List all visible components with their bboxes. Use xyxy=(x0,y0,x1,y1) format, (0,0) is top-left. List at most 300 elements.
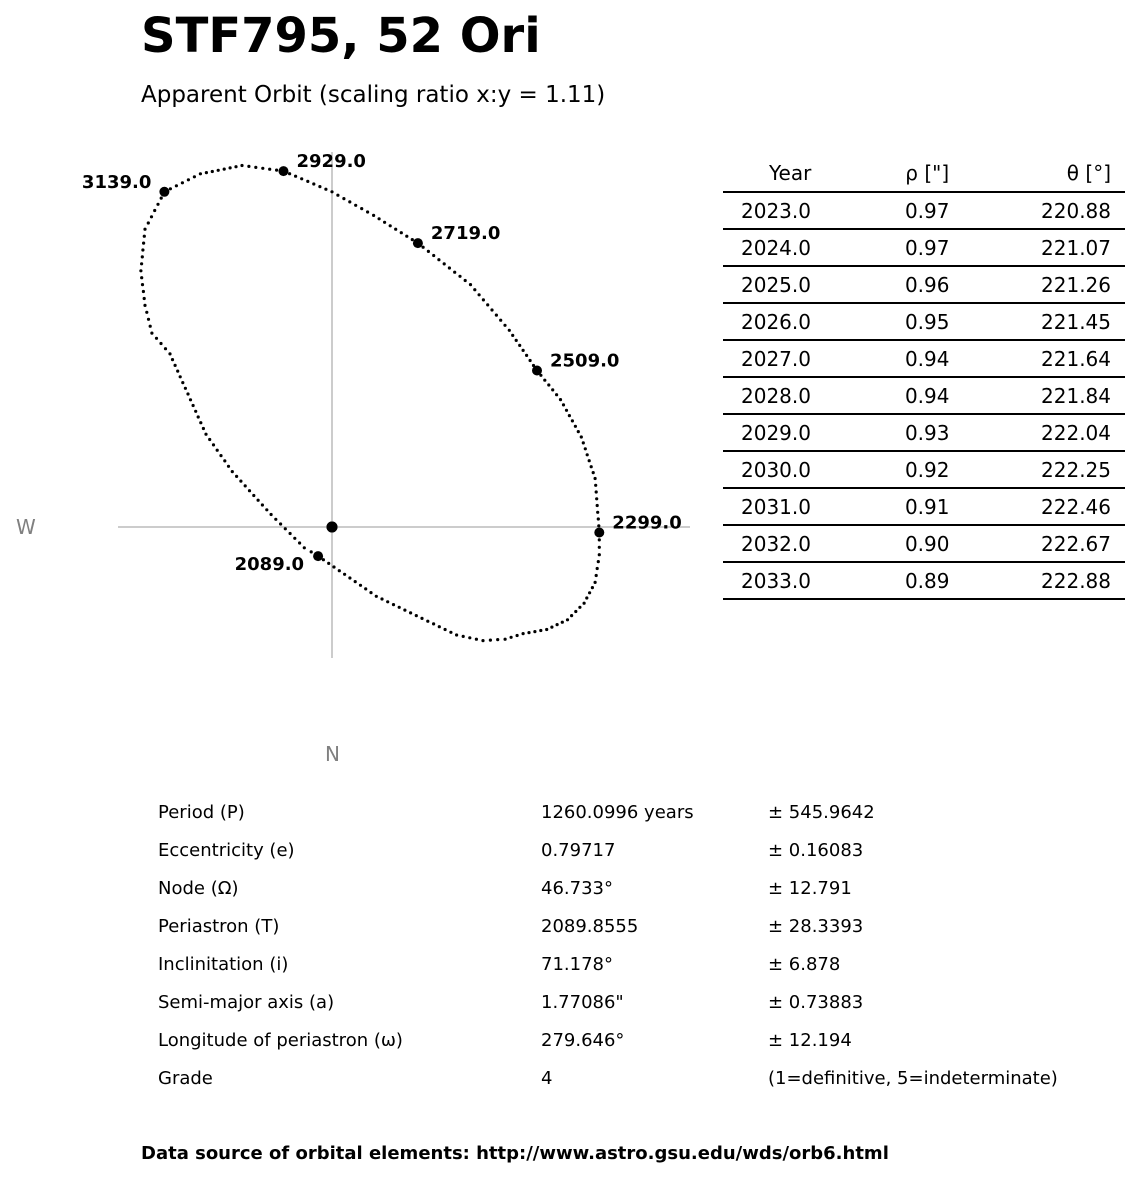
orbit-dot xyxy=(261,503,264,506)
orbit-dot xyxy=(522,349,525,352)
orbit-dot xyxy=(455,633,458,636)
orbit-dot xyxy=(437,258,440,261)
orbit-dot xyxy=(219,454,222,457)
table-row xyxy=(723,525,1125,562)
orbit-dot xyxy=(411,238,414,241)
orbit-dot xyxy=(533,630,536,633)
element-value: 2089.8555 xyxy=(541,915,639,937)
orbit-dot xyxy=(574,425,577,428)
orbit-dot xyxy=(189,398,192,401)
orbit-dot xyxy=(171,358,174,361)
orbit-dot xyxy=(598,546,601,549)
orbit-dot xyxy=(179,375,182,378)
orbit-dot xyxy=(448,266,451,269)
element-value: 279.646° xyxy=(541,1029,625,1051)
orbit-dot xyxy=(462,635,465,638)
orbit-dot xyxy=(426,620,429,623)
orbit-dot xyxy=(143,304,146,307)
orbit-dot xyxy=(598,538,601,541)
orbit-dot xyxy=(330,190,333,193)
element-error: ± 12.194 xyxy=(768,1029,852,1051)
orbit-dot xyxy=(300,177,303,180)
orbit-dot xyxy=(583,602,586,605)
year-cell: 2029.0 xyxy=(723,414,874,451)
orbit-dot xyxy=(247,165,250,168)
theta-cell: 222.25 xyxy=(981,451,1125,488)
table-row xyxy=(723,414,1125,451)
orbit-dot xyxy=(294,175,297,178)
orbit-dot xyxy=(268,168,271,171)
orbit-dot xyxy=(578,606,581,609)
orbit-dot xyxy=(147,318,150,321)
orbit-dot xyxy=(449,631,452,634)
orbit-dot xyxy=(499,319,502,322)
orbit-dot xyxy=(360,207,363,210)
orbit-dot xyxy=(582,441,585,444)
orbit-dot xyxy=(235,475,238,478)
orbit-dot xyxy=(481,639,484,642)
orbit-dot xyxy=(324,188,327,191)
orbit-dot xyxy=(594,484,597,487)
orbit-dot xyxy=(596,504,599,507)
orbit-dot xyxy=(342,197,345,200)
table-row xyxy=(723,192,1125,229)
table-row xyxy=(723,488,1125,525)
orbit-dot xyxy=(150,332,153,335)
orbit-dot xyxy=(354,204,357,207)
orbit-dot xyxy=(478,293,481,296)
orbit-dot xyxy=(595,497,598,500)
orbit-dot xyxy=(202,427,205,430)
orbit-dot xyxy=(444,628,447,631)
ephemeris-header-row xyxy=(723,155,1125,192)
orbit-dot xyxy=(208,438,211,441)
orbit-dot xyxy=(312,182,315,185)
rho-header: ρ ["] xyxy=(874,155,981,192)
orbit-dot xyxy=(181,181,184,184)
orbit-dot xyxy=(153,209,156,212)
element-key: Longitude of periastron (ω) xyxy=(158,1029,403,1051)
orbit-dot xyxy=(354,580,357,583)
orbit-dot xyxy=(192,404,195,407)
epoch-label: 2089.0 xyxy=(234,554,305,576)
orbit-dot xyxy=(403,609,406,612)
rho-cell: 0.93 xyxy=(874,414,981,451)
orbit-dot xyxy=(310,550,313,553)
orbit-dot xyxy=(518,344,521,347)
orbit-dot xyxy=(566,618,569,621)
element-key: Inclinitation (i) xyxy=(158,953,289,975)
element-value: 71.178° xyxy=(541,953,613,975)
year-cell: 2033.0 xyxy=(723,562,874,599)
orbit-dot xyxy=(240,164,243,167)
epoch-point xyxy=(413,238,423,248)
element-row xyxy=(150,869,1066,907)
theta-cell: 220.88 xyxy=(981,192,1125,229)
epoch-point xyxy=(532,366,542,376)
orbit-dot xyxy=(159,342,162,345)
orbit-dot xyxy=(338,569,341,572)
orbit-dot xyxy=(348,576,351,579)
orbit-dot xyxy=(586,453,589,456)
element-row xyxy=(150,983,1066,1021)
epoch-point xyxy=(594,528,604,538)
epoch-point xyxy=(279,166,289,176)
orbit-dot xyxy=(184,387,187,390)
year-cell: 2028.0 xyxy=(723,377,874,414)
epoch-label: 2299.0 xyxy=(612,512,682,534)
year-cell: 2032.0 xyxy=(723,525,874,562)
orbit-dot xyxy=(510,636,513,639)
rho-cell: 0.97 xyxy=(874,192,981,229)
element-value: 46.733° xyxy=(541,877,613,899)
orbit-dot xyxy=(217,169,220,172)
orbit-dot xyxy=(409,611,412,614)
rho-cell: 0.89 xyxy=(874,562,981,599)
orbit-dot xyxy=(522,632,525,635)
orbit-dot xyxy=(475,638,478,641)
theta-cell: 222.67 xyxy=(981,525,1125,562)
orbit-dot xyxy=(327,562,330,565)
epoch-label: 3139.0 xyxy=(81,171,152,193)
orbit-dot xyxy=(289,532,292,535)
element-error: ± 545.9642 xyxy=(768,801,875,823)
orbit-dot xyxy=(318,185,321,188)
orbit-dot xyxy=(204,433,207,436)
orbit-dot xyxy=(254,166,257,169)
orbit-dot xyxy=(140,276,143,279)
orbit-dot xyxy=(199,172,202,175)
orbit-dot xyxy=(141,255,144,258)
rho-cell: 0.92 xyxy=(874,451,981,488)
orbit-dot xyxy=(175,184,178,187)
orbit-dot xyxy=(504,638,507,641)
rho-cell: 0.90 xyxy=(874,525,981,562)
orbit-dot xyxy=(545,628,548,631)
data-source-note: Data source of orbital elements: http://www.astro.gsu.edu/wds/orb6.html xyxy=(141,1143,889,1164)
theta-cell: 221.07 xyxy=(981,229,1125,266)
orbit-dot xyxy=(422,246,425,249)
theta-cell: 221.84 xyxy=(981,377,1125,414)
orbit-dot xyxy=(274,518,277,521)
orbit-dot xyxy=(378,217,381,220)
theta-cell: 222.04 xyxy=(981,414,1125,451)
orbit-dot xyxy=(577,430,580,433)
orbit-dot xyxy=(155,337,158,340)
orbit-dot xyxy=(571,419,574,422)
orbit-dot xyxy=(568,414,571,417)
element-row xyxy=(150,1059,1066,1097)
orbit-dot xyxy=(227,465,230,468)
element-error: ± 6.878 xyxy=(768,953,841,975)
theta-cell: 222.88 xyxy=(981,562,1125,599)
element-key: Node (Ω) xyxy=(158,877,239,899)
element-row xyxy=(150,945,1066,983)
orbit-dot xyxy=(332,565,335,568)
table-row xyxy=(723,451,1125,488)
orbit-dot xyxy=(547,383,550,386)
orbit-dot xyxy=(543,379,546,382)
epoch-point xyxy=(313,551,323,561)
element-value: 1.77086" xyxy=(541,991,624,1013)
orbit-dot xyxy=(143,235,146,238)
orbit-dot xyxy=(469,283,472,286)
orbit-dot xyxy=(559,398,562,401)
element-row xyxy=(150,907,1066,945)
orbit-dot xyxy=(525,354,528,357)
orbit-dot xyxy=(464,279,467,282)
orbit-dot xyxy=(595,490,598,493)
orbit-dot xyxy=(143,228,146,231)
orbit-dot xyxy=(147,221,150,224)
orbit-dot xyxy=(561,621,564,624)
orbit-dot xyxy=(234,165,237,168)
orbit-dot xyxy=(288,172,291,175)
rho-cell: 0.95 xyxy=(874,303,981,340)
table-row xyxy=(723,377,1125,414)
orbit-dot xyxy=(244,484,247,487)
orbit-dot xyxy=(181,381,184,384)
orbit-dot xyxy=(143,297,146,300)
west-label: W xyxy=(16,515,36,539)
orbit-dot xyxy=(516,634,519,637)
orbit-dot xyxy=(140,262,143,265)
orbit-dot xyxy=(415,614,418,617)
page-title: STF795, 52 Ori xyxy=(141,8,541,64)
orbit-dot xyxy=(511,334,514,337)
element-key: Grade xyxy=(158,1067,213,1089)
element-error: ± 0.73883 xyxy=(768,991,864,1013)
orbit-dot xyxy=(539,629,542,632)
orbit-dot xyxy=(438,625,441,628)
element-key: Semi-major axis (a) xyxy=(158,991,335,1013)
orbit-dot xyxy=(550,626,553,629)
orbit-dot xyxy=(150,215,153,218)
orbit-dot xyxy=(588,591,591,594)
orbit-dot xyxy=(432,622,435,625)
orbit-dot xyxy=(261,167,264,170)
orbit-dot xyxy=(229,166,232,169)
orbit-dot xyxy=(375,595,378,598)
table-row xyxy=(723,303,1125,340)
year-cell: 2030.0 xyxy=(723,451,874,488)
orbit-dot xyxy=(468,636,471,639)
epoch-label: 2719.0 xyxy=(430,223,501,245)
orbit-dot xyxy=(386,600,389,603)
element-key: Period (P) xyxy=(158,801,245,823)
table-row xyxy=(723,562,1125,599)
rho-cell: 0.96 xyxy=(874,266,981,303)
orbit-dot xyxy=(364,587,367,590)
orbit-dot xyxy=(394,228,397,231)
orbit-dot xyxy=(482,298,485,301)
orbit-dot xyxy=(584,447,587,450)
orbit-dot xyxy=(515,339,518,342)
orbit-dot xyxy=(197,415,200,418)
epoch-point xyxy=(159,187,169,197)
element-error: ± 0.16083 xyxy=(768,839,864,861)
orbit-dot xyxy=(570,614,573,617)
orbit-dot xyxy=(496,638,499,641)
orbit-dot xyxy=(187,178,190,181)
orbit-dot xyxy=(595,574,598,577)
element-value: 4 xyxy=(541,1067,553,1089)
orbit-chart xyxy=(0,140,700,680)
orbit-dot xyxy=(551,388,554,391)
orbit-dot xyxy=(495,314,498,317)
orbit-dot xyxy=(490,308,493,311)
orbit-dot xyxy=(298,541,301,544)
ephemeris-table xyxy=(723,155,1125,600)
orbit-dot xyxy=(585,596,588,599)
orbit-dot xyxy=(366,210,369,213)
year-cell: 2025.0 xyxy=(723,266,874,303)
rho-cell: 0.94 xyxy=(874,340,981,377)
orbit-dot xyxy=(239,480,242,483)
orbit-dot xyxy=(598,553,601,556)
element-row xyxy=(150,1021,1066,1059)
orbit-dot xyxy=(336,194,339,197)
orbit-dot xyxy=(594,581,597,584)
orbit-dot xyxy=(194,410,197,413)
orbit-dot xyxy=(594,477,597,480)
orbit-dot xyxy=(588,459,591,462)
table-row xyxy=(723,229,1125,266)
orbit-dot xyxy=(168,352,171,355)
orbit-dot xyxy=(231,470,234,473)
orbit-dot xyxy=(193,175,196,178)
year-cell: 2026.0 xyxy=(723,303,874,340)
table-row xyxy=(723,266,1125,303)
orbit-dot xyxy=(473,288,476,291)
north-label: N xyxy=(325,742,340,766)
element-error: (1=definitive, 5=indeterminate) xyxy=(768,1067,1058,1089)
orbit-dot xyxy=(503,324,506,327)
orbit-dot xyxy=(199,421,202,424)
orbit-dot xyxy=(265,508,268,511)
orbit-dot xyxy=(284,527,287,530)
orbit-dot xyxy=(556,623,559,626)
orbit-dot xyxy=(432,254,435,257)
labeled-points xyxy=(82,151,682,575)
orbit-dot xyxy=(205,171,208,174)
orbit-dot xyxy=(164,347,167,350)
orbit-dot xyxy=(303,546,306,549)
orbital-elements-table xyxy=(150,793,1066,1097)
orbit-dot xyxy=(597,560,600,563)
orbit-dot xyxy=(186,392,189,395)
orbit-dot xyxy=(279,522,282,525)
orbit-dot xyxy=(257,499,260,502)
orbit-dot xyxy=(142,290,145,293)
orbit-dot xyxy=(211,170,214,173)
orbit-dot xyxy=(174,364,177,367)
orbit-dot xyxy=(443,262,446,265)
orbit-dot xyxy=(169,187,172,190)
year-cell: 2031.0 xyxy=(723,488,874,525)
orbit-dot xyxy=(489,639,492,642)
element-value: 0.79717 xyxy=(541,839,616,861)
orbit-dot xyxy=(142,242,145,245)
orbit-dot xyxy=(141,248,144,251)
orbit-dot xyxy=(405,235,408,238)
orbit-dot xyxy=(139,269,142,272)
theta-header: θ [°] xyxy=(981,155,1125,192)
orbit-dot xyxy=(562,403,565,406)
epoch-label: 2509.0 xyxy=(550,350,620,372)
orbit-dot xyxy=(400,231,403,234)
orbit-dot xyxy=(596,511,599,514)
element-row xyxy=(150,793,1066,831)
orbit-dot xyxy=(486,303,489,306)
year-header: Year xyxy=(723,155,874,192)
theta-cell: 221.64 xyxy=(981,340,1125,377)
orbit-dot xyxy=(453,271,456,274)
orbit-dot xyxy=(223,168,226,171)
orbit-dot xyxy=(348,200,351,203)
orbit-dot xyxy=(597,517,600,520)
orbit-dot xyxy=(145,311,148,314)
element-value: 1260.0996 years xyxy=(541,801,694,823)
orbit-dot xyxy=(592,471,595,474)
primary-star-center xyxy=(327,522,338,533)
orbit-dot xyxy=(160,197,163,200)
orbit-dot xyxy=(176,370,179,373)
orbit-dot xyxy=(596,567,599,570)
orbit-dot xyxy=(293,537,296,540)
theta-cell: 221.45 xyxy=(981,303,1125,340)
rho-cell: 0.94 xyxy=(874,377,981,414)
element-error: ± 12.791 xyxy=(768,877,852,899)
chart-subtitle: Apparent Orbit (scaling ratio x:y = 1.11) xyxy=(141,82,606,108)
orbit-dot xyxy=(306,180,309,183)
orbit-dot xyxy=(372,214,375,217)
orbit-dot xyxy=(252,494,255,497)
orbit-dot xyxy=(359,584,362,587)
orbit-dot xyxy=(212,443,215,446)
orbit-dot xyxy=(427,250,430,253)
orbit-dot xyxy=(389,224,392,227)
orbit-dot xyxy=(156,203,159,206)
orbit-dot xyxy=(420,617,423,620)
orbit-dot xyxy=(216,449,219,452)
orbit-dot xyxy=(392,603,395,606)
orbit-dot xyxy=(458,275,461,278)
orbit-dot xyxy=(343,573,346,576)
orbit-dot xyxy=(580,435,583,438)
orbit-dot xyxy=(248,489,251,492)
orbit-dot xyxy=(383,221,386,224)
theta-cell: 222.46 xyxy=(981,488,1125,525)
orbit-dot xyxy=(369,591,372,594)
orbit-dot xyxy=(275,169,278,172)
orbit-dot xyxy=(141,283,144,286)
rho-cell: 0.91 xyxy=(874,488,981,525)
theta-cell: 221.26 xyxy=(981,266,1125,303)
epoch-label: 2929.0 xyxy=(296,151,366,173)
year-cell: 2023.0 xyxy=(723,192,874,229)
orbit-dot xyxy=(527,631,530,634)
orbit-dot xyxy=(555,393,558,396)
orbit-dot xyxy=(149,325,152,328)
element-key: Periastron (T) xyxy=(158,915,280,937)
orbit-dot xyxy=(223,459,226,462)
table-row xyxy=(723,340,1125,377)
orbit-dot xyxy=(591,586,594,589)
orbit-dot xyxy=(270,513,273,516)
element-error: ± 28.3393 xyxy=(768,915,864,937)
orbit-dot xyxy=(590,465,593,468)
